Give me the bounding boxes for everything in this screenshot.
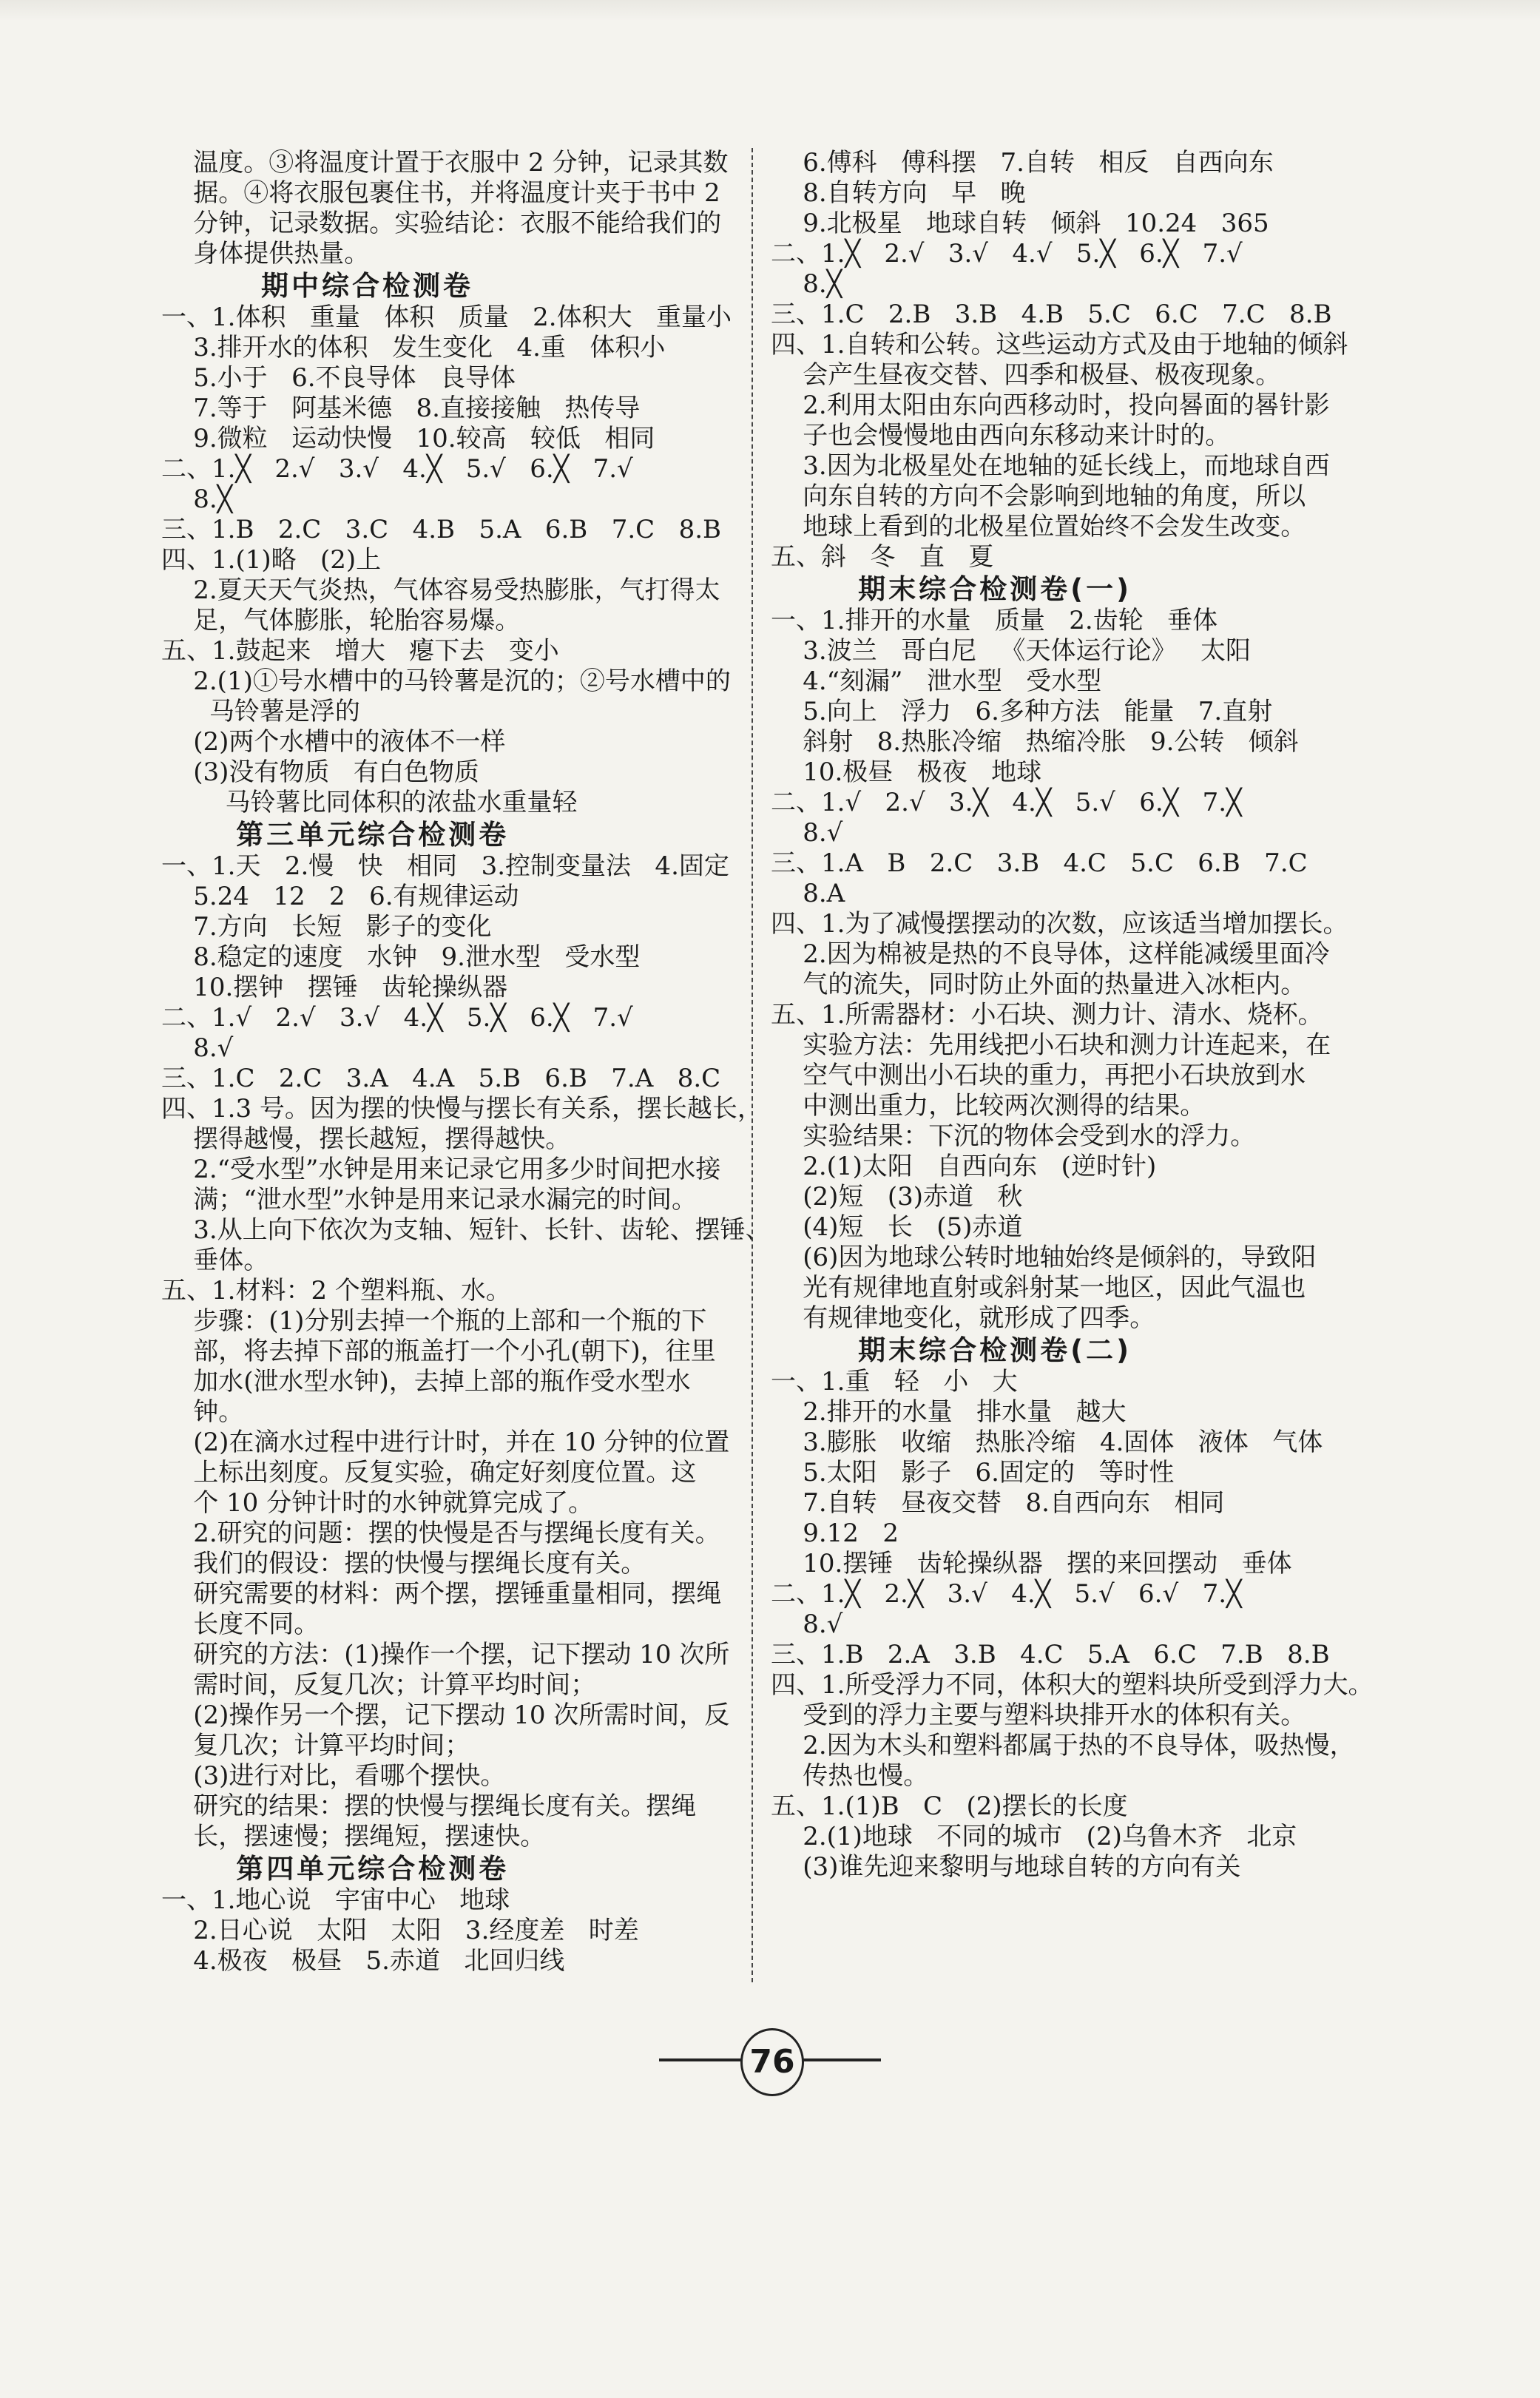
- answer-line: 五、1.(1)B C (2)摆长的长度: [771, 1791, 1128, 1821]
- section-heading: 期末综合检测卷(二): [771, 1334, 1132, 1366]
- answer-line: 满；“泄水型”水钟是用来记录水漏完的时间。: [161, 1185, 697, 1215]
- answer-line: 二、1.√ 2.√ 3.√ 4.╳ 5.╳ 6.╳ 7.√: [161, 1003, 633, 1033]
- answer-line: 传热也慢。: [771, 1761, 929, 1791]
- answer-line: 四、1.(1)略 (2)上: [161, 545, 382, 575]
- answer-line: 上标出刻度。反复实验，确定好刻度位置。这: [161, 1458, 697, 1487]
- answer-line: 三、1.A B 2.C 3.B 4.C 5.C 6.B 7.C: [771, 848, 1308, 878]
- answer-line: 会产生昼夜交替、四季和极昼、极夜现象。: [771, 360, 1281, 390]
- answer-line: 研究的方法：(1)操作一个摆，记下摆动 10 次所: [161, 1640, 730, 1669]
- answer-line: 10.摆钟 摆锤 齿轮操纵器: [161, 973, 508, 1002]
- page-number-area: [659, 2028, 881, 2092]
- page-number: 76: [740, 2028, 804, 2096]
- answer-line: 一、1.排开的水量 质量 2.齿轮 垂体: [771, 606, 1218, 635]
- answer-line: 5.太阳 影子 6.固定的 等时性: [771, 1458, 1175, 1487]
- answer-line: 5.24 12 2 6.有规律运动: [161, 882, 519, 911]
- answer-line: 受到的浮力主要与塑料块排开水的体积有关。: [771, 1700, 1306, 1730]
- answer-line: 五、1.材料：2 个塑料瓶、水。: [161, 1276, 511, 1306]
- answer-line: 马铃薯是浮的: [161, 697, 360, 726]
- answer-line: 步骤：(1)分别去掉一个瓶的上部和一个瓶的下: [161, 1306, 707, 1336]
- answer-line: 复几次；计算平均时间；: [161, 1731, 470, 1760]
- answer-line: 研究的结果：摆的快慢与摆绳长度有关。摆绳: [161, 1791, 697, 1821]
- answer-line: 2.排开的水量 排水量 越大: [771, 1397, 1127, 1427]
- answer-line: 8.╳: [771, 269, 842, 299]
- answer-line: 三、1.C 2.C 3.A 4.A 5.B 6.B 7.A 8.C: [161, 1064, 721, 1093]
- answer-line: 垂体。: [161, 1246, 269, 1275]
- answer-line: 马铃薯比同体积的浓盐水重量轻: [161, 788, 578, 817]
- answer-line: 温度。③将温度计置于衣服中 2 分钟，记录其数: [161, 148, 729, 178]
- answer-line: 三、1.B 2.A 3.B 4.C 5.A 6.C 7.B 8.B: [771, 1640, 1330, 1669]
- answer-line: (4)短 长 (5)赤道: [771, 1212, 1023, 1242]
- answer-line: 5.向上 浮力 6.多种方法 能量 7.直射: [771, 697, 1273, 726]
- answer-line: 四、1.为了减慢摆摆动的次数，应该适当增加摆长。: [771, 909, 1348, 939]
- answer-line: 需时间，反复几次；计算平均时间；: [161, 1670, 596, 1700]
- answer-line: 分钟，记录数据。实验结论：衣服不能给我们的: [161, 209, 722, 238]
- answer-line: 二、1.╳ 2.╳ 3.√ 4.╳ 5.√ 6.√ 7.╳: [771, 1579, 1242, 1609]
- answer-line: 实验方法：先用线把小石块和测力计连起来，在: [771, 1030, 1331, 1060]
- section-heading: 期中综合检测卷: [161, 270, 474, 302]
- answer-line: 8.√: [161, 1033, 234, 1063]
- answer-line: 8.A: [771, 879, 845, 908]
- answer-line: 2.因为木头和塑料都属于热的不良导体，吸热慢，: [771, 1731, 1355, 1760]
- answer-line: 四、1.自转和公转。这些运动方式及由于地轴的倾斜: [771, 330, 1348, 359]
- answer-line: 五、1.鼓起来 增大 瘪下去 变小: [161, 636, 559, 666]
- answer-line: 二、1.╳ 2.√ 3.√ 4.╳ 5.√ 6.╳ 7.√: [161, 454, 633, 484]
- answer-line: 10.摆锤 齿轮操纵器 摆的来回摆动 垂体: [771, 1549, 1292, 1578]
- answer-line: 9.微粒 运动快慢 10.较高 较低 相同: [161, 424, 655, 453]
- page-top-strip: [0, 0, 1540, 21]
- answer-line: 6.傅科 傅科摆 7.自转 相反 自西向东: [771, 148, 1274, 178]
- answer-line: 5.小于 6.不良导体 良导体: [161, 363, 516, 393]
- answer-line: 一、1.体积 重量 体积 质量 2.体积大 重量小: [161, 303, 732, 332]
- answer-line: 长度不同。: [161, 1610, 320, 1639]
- answer-line: 钟。: [161, 1397, 244, 1427]
- answer-line: 五、斜 冬 直 夏: [771, 542, 994, 572]
- section-heading: 第四单元综合检测卷: [161, 1853, 510, 1885]
- answer-line: (3)谁先迎来黎明与地球自转的方向有关: [771, 1852, 1241, 1882]
- answer-line: 2.日心说 太阳 太阳 3.经度差 时差: [161, 1916, 639, 1945]
- answer-line: 地球上看到的北极星位置始终不会发生改变。: [771, 512, 1306, 541]
- answer-line: 三、1.C 2.B 3.B 4.B 5.C 6.C 7.C 8.B: [771, 300, 1332, 329]
- answer-line: 2.(1)地球 不同的城市 (2)乌鲁木齐 北京: [771, 1822, 1297, 1851]
- answer-line: 2.夏天天气炎热，气体容易受热膨胀，气打得太: [161, 575, 720, 605]
- answer-line: (2)在滴水过程中进行计时，并在 10 分钟的位置: [161, 1428, 730, 1457]
- answer-line: 一、1.地心说 宇宙中心 地球: [161, 1885, 510, 1915]
- answer-line: 2.(1)太阳 自西向东 (逆时针): [771, 1152, 1157, 1181]
- answer-line: 2.因为棉被是热的不良导体，这样能减缓里面冷: [771, 939, 1330, 969]
- answer-line: 3.从上向下依次为支轴、短针、长针、齿轮、摆锤、: [161, 1215, 771, 1245]
- answer-line: 7.方向 长短 影子的变化: [161, 912, 492, 942]
- answer-line: (6)因为地球公转时地轴始终是倾斜的，导致阳: [771, 1243, 1317, 1272]
- answer-line: 8.√: [771, 1610, 843, 1639]
- answer-line: 8.稳定的速度 水钟 9.泄水型 受水型: [161, 942, 641, 972]
- answer-line: 7.等于 阿基米德 8.直接接触 热传导: [161, 394, 641, 423]
- answer-line: 有规律地变化，就形成了四季。: [771, 1303, 1155, 1333]
- answer-line: 二、1.╳ 2.√ 3.√ 4.√ 5.╳ 6.╳ 7.√: [771, 239, 1243, 268]
- answer-line: 2.(1)①号水槽中的马铃薯是沉的；②号水槽中的: [161, 666, 731, 696]
- answer-line: (2)两个水槽中的液体不一样: [161, 727, 506, 757]
- answer-line: 身体提供热量。: [161, 239, 370, 268]
- answer-line: 2.“受水型”水钟是用来记录它用多少时间把水接: [161, 1155, 721, 1184]
- answer-line: 四、1.所受浮力不同，体积大的塑料块所受到浮力大。: [771, 1670, 1374, 1700]
- answer-line: 10.极昼 极夜 地球: [771, 757, 1042, 787]
- answer-line: 长，摆速慢；摆绳短，摆速快。: [161, 1822, 546, 1851]
- answer-line: (3)进行对比，看哪个摆快。: [161, 1761, 506, 1791]
- answer-line: 气的流失，同时防止外面的热量进入冰柜内。: [771, 970, 1306, 999]
- answer-line: 3.排开水的体积 发生变化 4.重 体积小: [161, 333, 666, 362]
- answer-line: 研究需要的材料：两个摆，摆锤重量相同，摆绳: [161, 1579, 722, 1609]
- answer-line: 8.╳: [161, 484, 233, 514]
- answer-line: 四、1.3 号。因为摆的快慢与摆长有关系，摆长越长，: [161, 1094, 763, 1124]
- answer-line: 足，气体膨胀，轮胎容易爆。: [161, 606, 521, 635]
- answer-line: 一、1.重 轻 小 大: [771, 1367, 1018, 1396]
- answer-line: 加水(泄水型水钟)，去掉上部的瓶作受水型水: [161, 1367, 691, 1396]
- answer-line: 3.波兰 哥白尼 《天体运行论》 太阳: [771, 636, 1251, 666]
- answer-line: 4.极夜 极昼 5.赤道 北回归线: [161, 1946, 565, 1976]
- section-heading: 第三单元综合检测卷: [161, 819, 510, 851]
- answer-line: 五、1.所需器材：小石块、测力计、清水、烧杯。: [771, 1000, 1323, 1030]
- answer-line: 3.因为北极星处在地轴的延长线上，而地球自西: [771, 451, 1330, 481]
- answer-line: 8.√: [771, 818, 843, 848]
- answer-line: 8.自转方向 早 晚: [771, 178, 1026, 208]
- answer-line: 子也会慢慢地由西向东移动来计时的。: [771, 421, 1231, 450]
- answer-line: (2)短 (3)赤道 秋: [771, 1182, 1023, 1212]
- answer-line: 2.研究的问题：摆的快慢是否与摆绳长度有关。: [161, 1519, 720, 1548]
- answer-line: 二、1.√ 2.√ 3.╳ 4.╳ 5.√ 6.╳ 7.╳: [771, 788, 1242, 817]
- answer-line: 据。④将衣服包裹住书，并将温度计夹于书中 2: [161, 178, 720, 208]
- answer-line: 4.“刻漏” 泄水型 受水型: [771, 666, 1102, 696]
- answer-line: 9.12 2: [771, 1519, 899, 1548]
- answer-line: 9.北极星 地球自转 倾斜 10.24 365: [771, 209, 1269, 238]
- answer-line: 向东自转的方向不会影响到地轴的角度，所以: [771, 482, 1306, 511]
- answer-line: 三、1.B 2.C 3.C 4.B 5.A 6.B 7.C 8.B: [161, 515, 722, 544]
- answer-line: 3.膨胀 收缩 热胀冷缩 4.固体 液体 气体: [771, 1428, 1323, 1457]
- answer-line: 7.自转 昼夜交替 8.自西向东 相同: [771, 1488, 1225, 1518]
- answer-line: 斜射 8.热胀冷缩 热缩冷胀 9.公转 倾斜: [771, 727, 1299, 757]
- answer-line: 一、1.天 2.慢 快 相同 3.控制变量法 4.固定: [161, 851, 729, 881]
- answer-line: (3)没有物质 有白色物质: [161, 757, 479, 787]
- answer-line: 2.利用太阳由东向西移动时，投向晷面的晷针影: [771, 391, 1330, 420]
- answer-line: 实验结果：下沉的物体会受到水的浮力。: [771, 1121, 1256, 1151]
- left-answer-column: [161, 148, 771, 1976]
- right-answer-column: [771, 148, 1374, 1882]
- column-divider: [752, 148, 753, 1982]
- answer-line: 空气中测出小石块的重力，再把小石块放到水: [771, 1061, 1306, 1090]
- answer-line: 中测出重力，比较两次测得的结果。: [771, 1091, 1206, 1121]
- answer-line: 我们的假设：摆的快慢与摆绳长度有关。: [161, 1549, 646, 1578]
- answer-line: (2)操作另一个摆，记下摆动 10 次所需时间，反: [161, 1700, 730, 1730]
- answer-line: 部，将去掉下部的瓶盖打一个小孔(朝下)，往里: [161, 1337, 716, 1366]
- answer-line: 光有规律地直射或斜射某一地区，因此气温也: [771, 1273, 1306, 1303]
- section-heading: 期末综合检测卷(一): [771, 573, 1132, 605]
- answer-line: 个 10 分钟计时的水钟就算完成了。: [161, 1488, 594, 1518]
- answer-line: 摆得越慢，摆长越短，摆得越快。: [161, 1124, 571, 1154]
